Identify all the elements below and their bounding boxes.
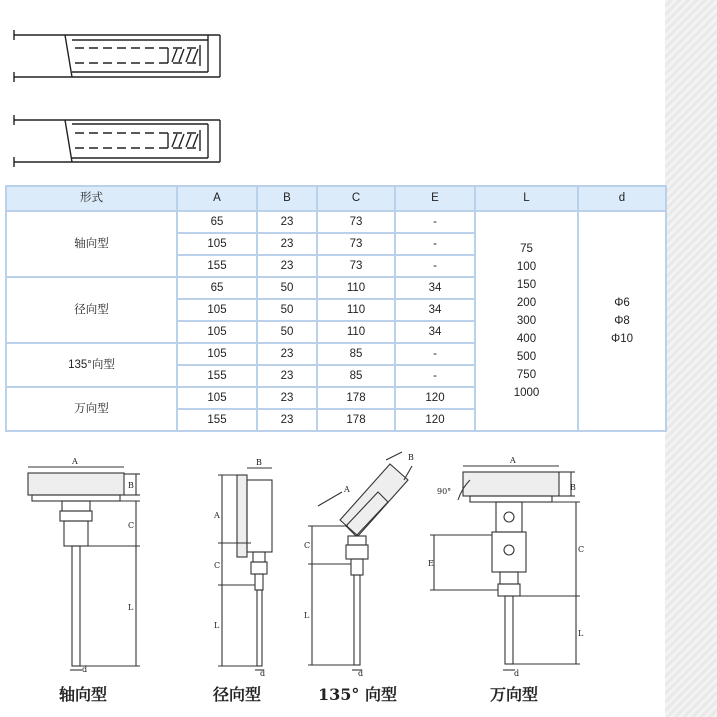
table-header-row	[6, 186, 666, 211]
type-universal: 万向型	[6, 387, 177, 431]
cell-b: 23	[257, 365, 317, 387]
cell-b: 23	[257, 255, 317, 277]
label-l: L	[128, 603, 134, 612]
caption-radial: 径向型	[213, 685, 262, 704]
label-d: d	[260, 669, 266, 678]
l-value: 400	[516, 333, 537, 345]
label-b: B	[408, 453, 414, 462]
label-a: A	[344, 485, 350, 494]
caption-axial: 轴向型	[59, 685, 108, 704]
header-e: E	[395, 186, 475, 211]
header-a: A	[177, 186, 257, 211]
l-value: 750	[516, 369, 537, 381]
label-c: C	[578, 545, 585, 554]
label-d: d	[514, 669, 520, 678]
cell-c: 85	[317, 343, 395, 365]
cell-e: 34	[395, 299, 475, 321]
header-form: 形式	[6, 186, 177, 211]
label-l: L	[214, 621, 220, 630]
table-row	[6, 211, 666, 233]
type-radial: 径向型	[6, 277, 177, 343]
label-d: d	[82, 665, 88, 674]
l-value: 100	[516, 261, 537, 273]
thermometer-dimension-drawings	[0, 440, 717, 700]
caption-135-degree: 135° 向型	[318, 685, 397, 704]
l-value: 75	[520, 243, 533, 255]
cell-a: 105	[177, 343, 257, 365]
label-a: A	[72, 457, 78, 466]
cell-a: 155	[177, 365, 257, 387]
label-l: L	[304, 611, 310, 620]
cell-b: 23	[257, 233, 317, 255]
cell-c: 73	[317, 255, 395, 277]
type-135-degree: 135°向型	[6, 343, 177, 387]
cell-e: -	[395, 233, 475, 255]
cell-c: 178	[317, 387, 395, 409]
label-l: L	[578, 629, 584, 638]
cell-b: 23	[257, 387, 317, 409]
cell-b: 23	[257, 409, 317, 431]
sensor-section-drawing-top	[0, 0, 717, 180]
label-b: B	[570, 483, 576, 492]
cell-a: 105	[177, 387, 257, 409]
drawing-universal	[430, 466, 580, 670]
cell-e: -	[395, 211, 475, 233]
d-value: Φ8	[614, 315, 630, 327]
header-c: C	[317, 186, 395, 211]
label-e: E	[428, 559, 434, 568]
cell-e: -	[395, 343, 475, 365]
header-d: d	[578, 186, 666, 211]
label-b: B	[128, 481, 134, 490]
l-value: 500	[516, 351, 537, 363]
cell-c: 110	[317, 299, 395, 321]
cell-b: 23	[257, 211, 317, 233]
cell-b: 50	[257, 321, 317, 343]
cell-c: 110	[317, 321, 395, 343]
cell-a: 65	[177, 277, 257, 299]
cell-c: 85	[317, 365, 395, 387]
cell-e: 120	[395, 409, 475, 431]
type-axial: 轴向型	[6, 211, 177, 277]
cell-a: 65	[177, 211, 257, 233]
cell-c: 178	[317, 409, 395, 431]
drawing-axial	[28, 467, 140, 670]
label-a: A	[510, 456, 516, 465]
cell-e: 34	[395, 321, 475, 343]
cell-a: 155	[177, 409, 257, 431]
cell-e: -	[395, 365, 475, 387]
spec-table	[5, 185, 667, 432]
cell-b: 23	[257, 343, 317, 365]
cell-e: -	[395, 255, 475, 277]
cell-c: 110	[317, 277, 395, 299]
label-a: A	[214, 511, 220, 520]
cell-c: 73	[317, 211, 395, 233]
cell-b: 50	[257, 277, 317, 299]
drawing-135-degree	[308, 452, 412, 670]
l-value: 300	[516, 315, 537, 327]
caption-universal: 万向型	[490, 685, 539, 704]
d-values-cell	[578, 211, 666, 431]
drawing-radial	[218, 468, 272, 670]
label-d: d	[358, 669, 364, 678]
label-c: C	[304, 541, 311, 550]
l-values-cell	[475, 211, 578, 431]
label-c: C	[128, 521, 135, 530]
d-value: Φ10	[611, 333, 633, 345]
l-value: 150	[516, 279, 537, 291]
cell-a: 105	[177, 299, 257, 321]
cell-e: 120	[395, 387, 475, 409]
header-b: B	[257, 186, 317, 211]
cell-a: 155	[177, 255, 257, 277]
label-b: B	[256, 458, 262, 467]
cell-c: 73	[317, 233, 395, 255]
cell-a: 105	[177, 233, 257, 255]
d-value: Φ6	[614, 297, 630, 309]
cell-b: 50	[257, 299, 317, 321]
cell-a: 105	[177, 321, 257, 343]
l-value: 200	[516, 297, 537, 309]
cell-e: 34	[395, 277, 475, 299]
l-value: 1000	[513, 387, 540, 399]
label-c: C	[214, 561, 221, 570]
header-l: L	[475, 186, 578, 211]
label-angle: 90°	[437, 487, 452, 496]
